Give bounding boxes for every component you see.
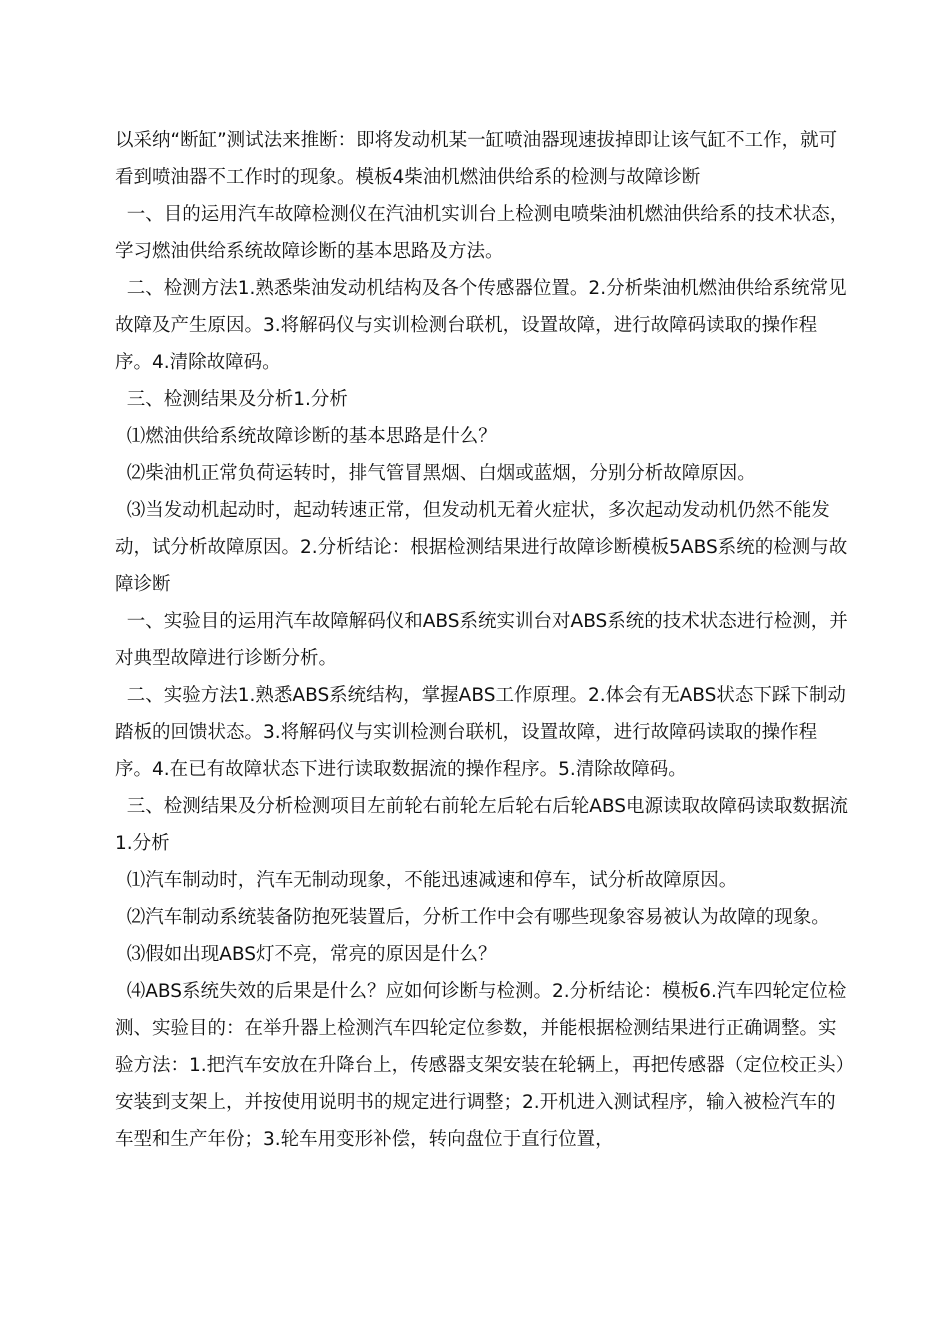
- paragraph-10: 三、检测结果及分析检测项目左前轮右前轮左后轮右后轮ABS电源读取故障码读取数据流1.分析: [115, 796, 849, 854]
- document-page: [115, 122, 850, 1158]
- paragraph-1: 以采纳“断缸”测试法来推断：即将发动机某一缸喷油器现速拔掉即让该气缸不工作，就可看到喷油器不工作时的现象。模板4柴油机燃油供给系的检测与故障诊断: [115, 130, 838, 188]
- paragraph-8: 一、实验目的运用汽车故障解码仪和ABS系统实训台对ABS系统的技术状态进行检测，并对典型故障进行诊断分析。: [115, 611, 848, 669]
- paragraph-3: 二、检测方法1.熟悉柴油发动机结构及各个传感器位置。2.分析柴油机燃油供给系统常见故障及产生原因。3.将解码仪与实训检测台联机，设置故障，进行故障码读取的操作程序。4.清除故障码。: [115, 278, 847, 373]
- paragraph-5: ⑴燃油供给系统故障诊断的基本思路是什么？: [115, 426, 497, 447]
- paragraph-7: ⑶当发动机起动时，起动转速正常，但发动机无着火症状，多次起动发动机仍然不能发动，试分析故障原因。2.分析结论：根据检测结果进行故障诊断模板5ABS系统的检测与故障诊断: [115, 500, 848, 595]
- paragraph-4: 三、检测结果及分析1.分析: [115, 389, 348, 410]
- paragraph-6: ⑵柴油机正常负荷运转时，排气管冒黑烟、白烟或蓝烟，分别分析故障原因。: [115, 463, 756, 484]
- paragraph-12: ⑵汽车制动系统装备防抱死装置后，分析工作中会有哪些现象容易被认为故障的现象。: [115, 907, 830, 928]
- paragraph-13: ⑶假如出现ABS灯不亮，常亮的原因是什么？: [115, 944, 497, 965]
- paragraph-11: ⑴汽车制动时，汽车无制动现象，不能迅速减速和停车，试分析故障原因。: [115, 870, 738, 891]
- paragraph-9: 二、实验方法1.熟悉ABS系统结构，掌握ABS工作原理。2.体会有无ABS状态下踩下制动踏板的回馈状态。3.将解码仪与实训检测台联机，设置故障，进行故障码读取的操作程序。4.在已有故障状态下进行读取数据流的操作程序。5.清除故障码。: [115, 685, 846, 780]
- paragraph-2: 一、目的运用汽车故障检测仪在汽油机实训台上检测电喷柴油机燃油供给系的技术状态，学习燃油供给系统故障诊断的基本思路及方法。: [115, 204, 849, 262]
- paragraph-14: ⑷ABS系统失效的后果是什么？应如何诊断与检测。2.分析结论：模板6.汽车四轮定位检测、实验目的：在举升器上检测汽车四轮定位参数，并能根据检测结果进行正确调整。实验方法：1.把汽车安放在升降台上，传感器支架安装在轮辆上，再把传感器（定位校正头）安装到支架上，并按使用说明书的规定进行调整；2.开机进入测试程序，输入被检汽车的车型和生产年份；3.轮车用变形补偿，转向盘位于直行位置，: [115, 981, 847, 1150]
